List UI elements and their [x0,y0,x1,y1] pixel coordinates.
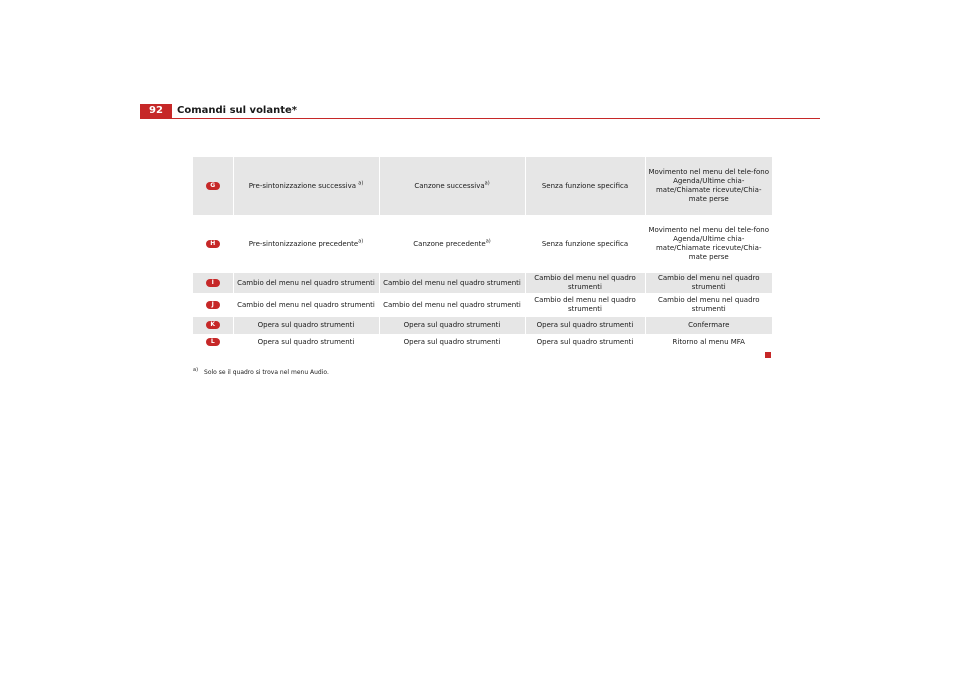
function-table [193,157,772,351]
control-key-cell [193,293,233,317]
function-text: Opera sul quadro strumenti [257,338,355,346]
function-cell [379,334,525,351]
function-text: Opera sul quadro strumenti [536,338,634,346]
function-cell [233,334,379,351]
control-key-badge: L [206,338,220,346]
function-cell [233,157,379,215]
function-text: Cambio del menu nel quadro strumenti [534,296,636,313]
function-text: Senza funzione specifica [541,239,629,248]
footnote-ref: a) [484,180,490,187]
function-cell [525,293,645,317]
function-cell [645,293,772,317]
control-key-badge: H [206,240,220,248]
table-row [193,157,772,215]
function-text: Canzone precedente [413,239,486,248]
control-key-cell [193,157,233,215]
function-text: Ritorno al menu MFA [672,338,745,346]
table-row [193,317,772,334]
function-cell [525,215,645,273]
function-text: Cambio del menu nel quadro strumenti [237,278,375,287]
function-text: Movimento nel menu del tele-fono Agenda/Ultime chia-mate/Chiamate ricevute/Chia-mate perse [648,226,770,261]
footnote [193,366,329,377]
function-cell [525,273,645,293]
function-cell [379,157,525,215]
function-table-body [193,157,772,351]
function-cell [645,273,772,293]
control-key-badge: G [206,182,220,190]
function-text: Pre-sintonizzazione successiva [248,181,359,190]
function-cell [645,334,772,351]
function-cell [525,157,645,215]
footnote-ref: a) [358,180,364,187]
function-text: Senza funzione specifica [541,181,629,190]
function-text: Opera sul quadro strumenti [403,321,501,329]
footnote-text: Solo se il quadro si trova nel menu Audio. [204,369,329,376]
section-end-marker [765,352,771,358]
function-text: Confermare [688,321,730,329]
table-row [193,273,772,293]
control-key-cell [193,273,233,293]
table-row [193,215,772,273]
function-cell [525,317,645,334]
control-key-cell [193,215,233,273]
page-header [140,104,820,119]
table-row [193,293,772,317]
control-key-badge: J [206,301,220,309]
function-cell [233,273,379,293]
function-cell [379,293,525,317]
function-text: Cambio del menu nel quadro strumenti [657,296,760,313]
function-cell [645,317,772,334]
function-cell [233,317,379,334]
function-text: Cambio del menu nel quadro strumenti [383,300,521,309]
control-key-cell [193,317,233,334]
function-text: Cambio del menu nel quadro strumenti [534,274,636,291]
function-text: Movimento nel menu del tele-fono Agenda/Ultime chia-mate/Chiamate ricevute/Chia-mate perse [648,168,770,203]
function-cell [379,317,525,334]
function-cell [645,215,772,273]
control-key-cell [193,334,233,351]
section-title: Comandi sul volante* [177,105,298,116]
table-row [193,334,772,351]
footnote-ref: a) [485,238,491,245]
function-text: Cambio del menu nel quadro strumenti [383,278,521,287]
function-cell [379,273,525,293]
function-text: Cambio del menu nel quadro strumenti [237,300,375,309]
function-text: Canzone successiva [414,181,485,190]
function-text: Opera sul quadro strumenti [257,321,355,329]
footnote-mark: a) [193,367,199,373]
function-text: Opera sul quadro strumenti [536,321,634,329]
function-text: Pre-sintonizzazione precedente [248,239,359,248]
control-key-badge: K [206,321,220,329]
function-text: Opera sul quadro strumenti [403,338,501,346]
page-number: 92 [140,104,172,118]
function-cell [525,334,645,351]
control-key-badge: I [206,279,220,287]
function-cell [233,293,379,317]
function-text: Cambio del menu nel quadro strumenti [657,274,760,291]
function-cell [233,215,379,273]
function-cell [379,215,525,273]
function-cell [645,157,772,215]
footnote-ref: a) [358,238,364,245]
